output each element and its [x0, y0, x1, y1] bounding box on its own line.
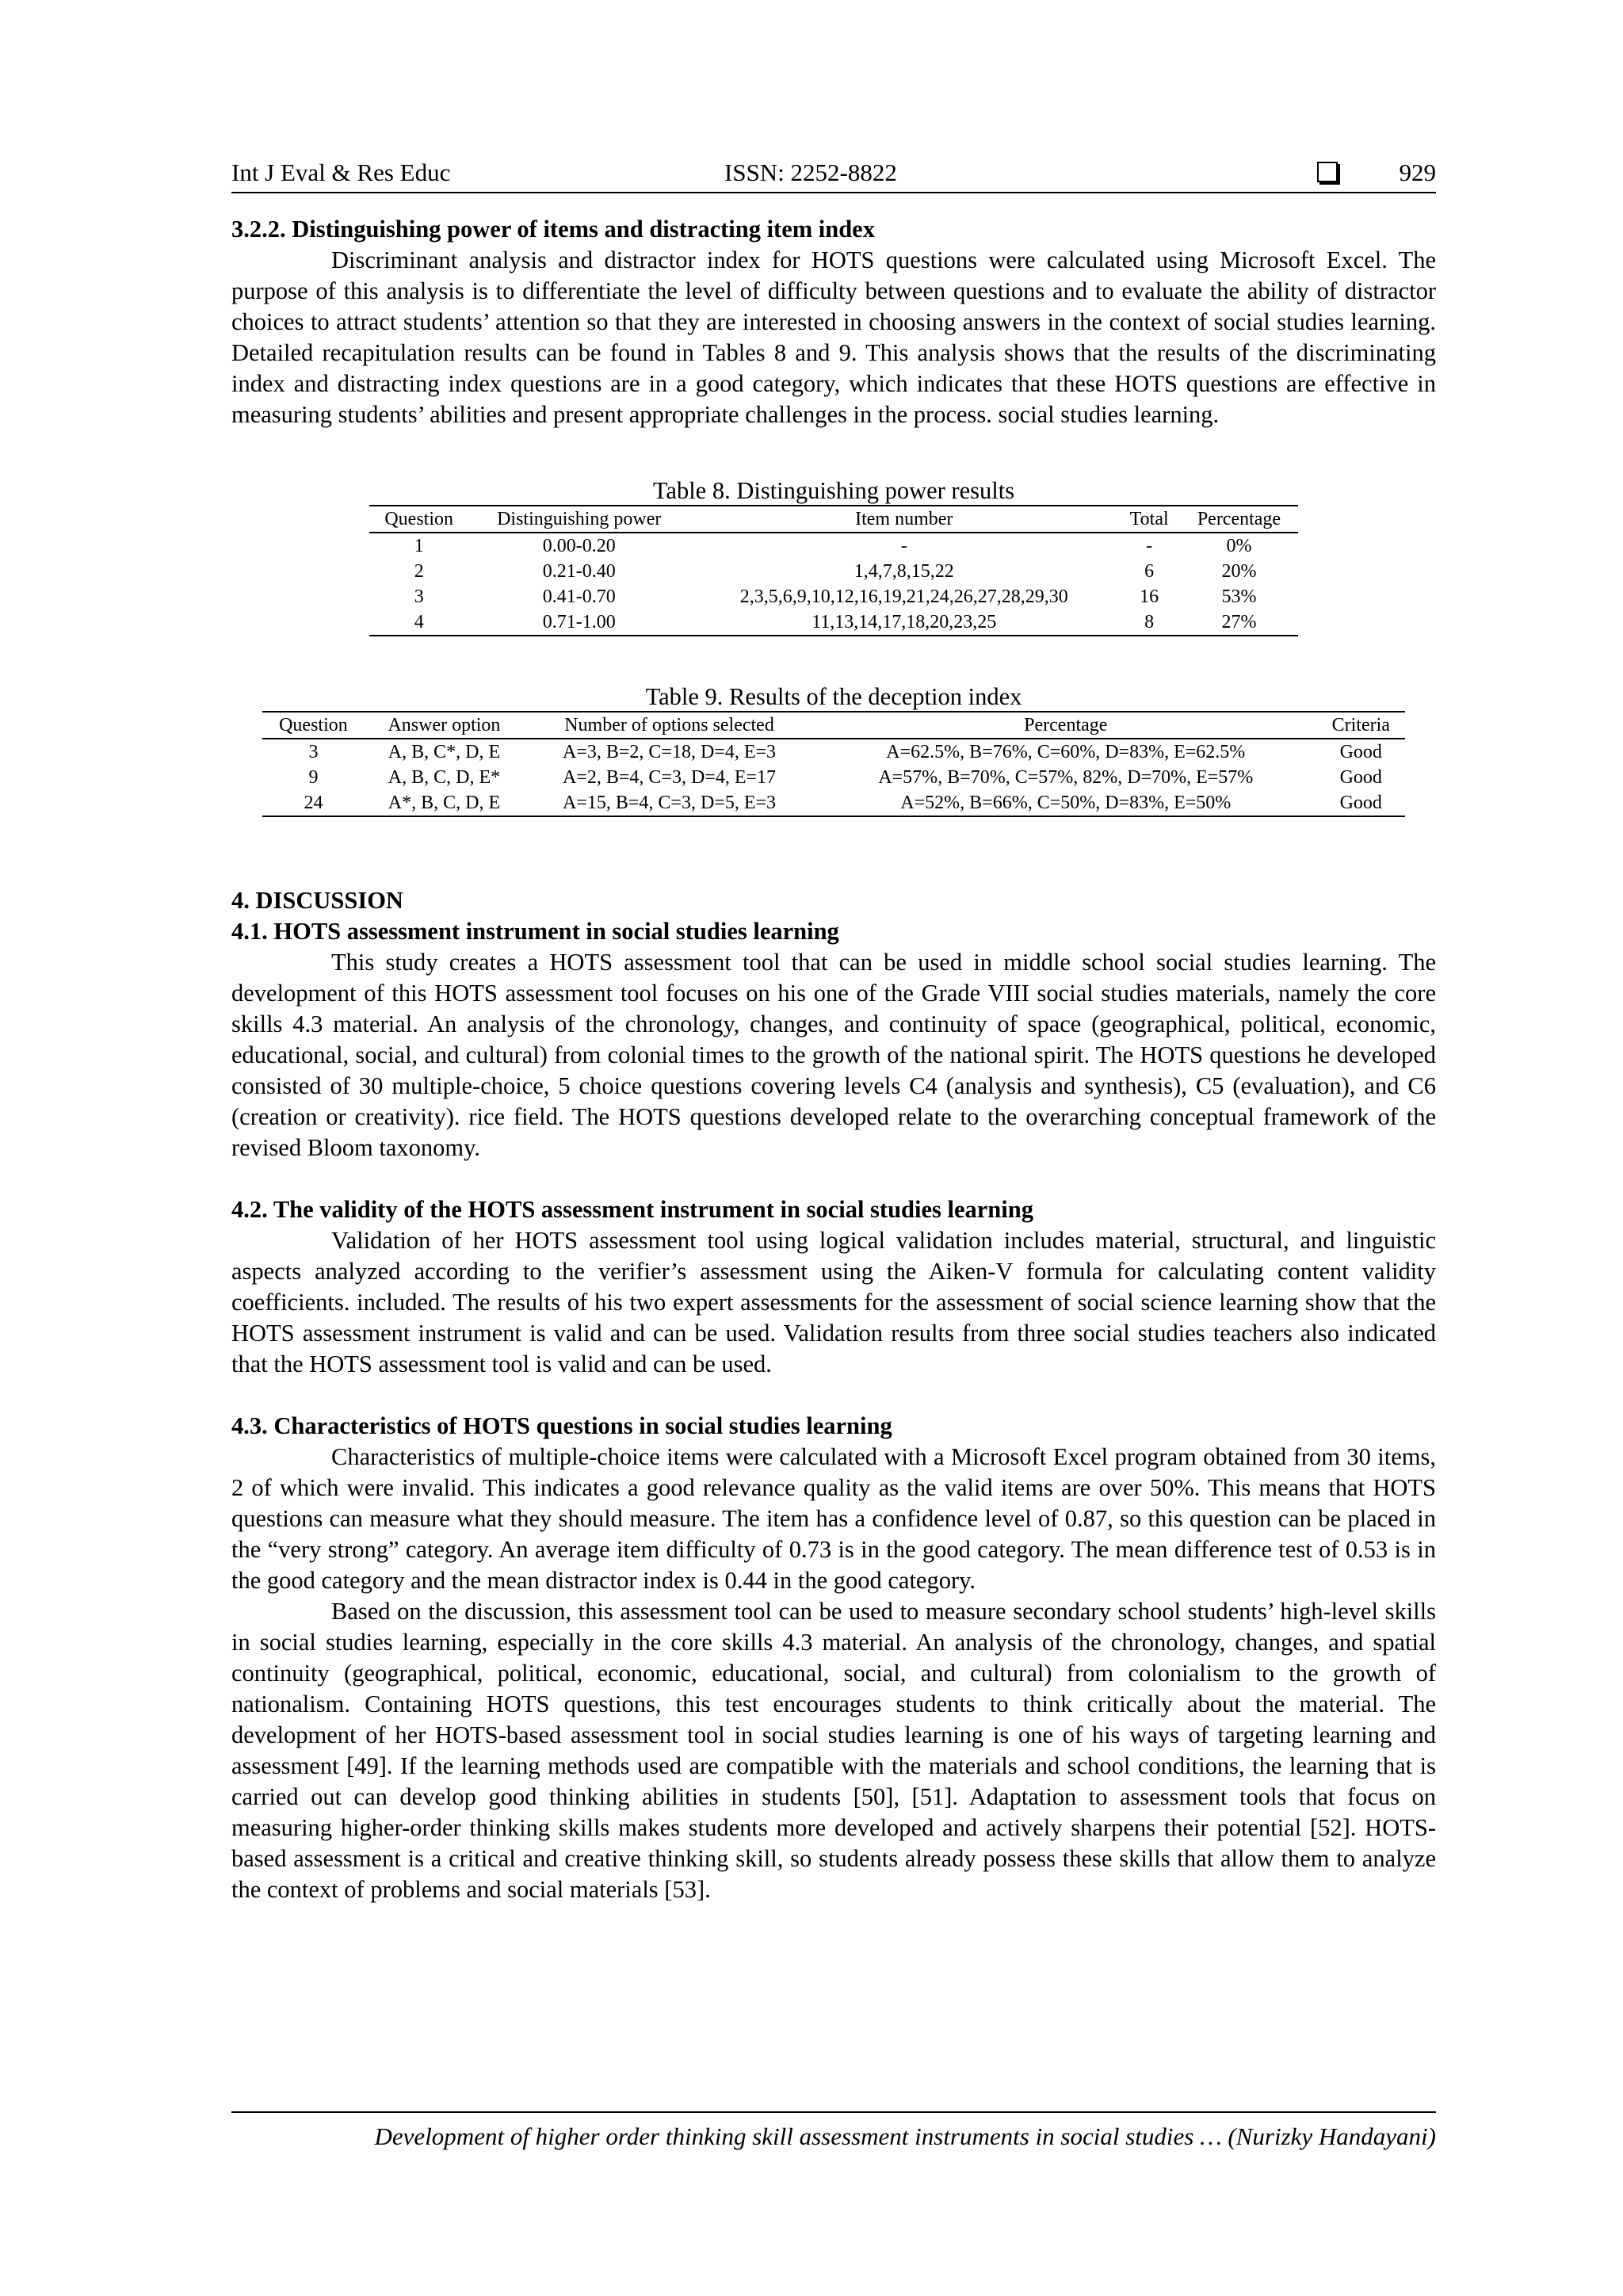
table-cell: 0.00-0.20: [542, 536, 616, 556]
table-cell: 0.71-1.00: [468, 609, 689, 636]
table-cell: -: [1146, 536, 1153, 556]
table-row: [262, 765, 1405, 790]
table-cell: 3: [414, 586, 424, 607]
table-cell: A=3, B=2, C=18, D=4, E=3: [563, 742, 777, 762]
table-8-caption: Table 8. Distinguishing power results: [652, 477, 1015, 504]
checkbox-square-icon: [1317, 162, 1338, 182]
section-41-heading: 4.1. HOTS assessment instrument in social studies learning: [231, 918, 839, 945]
table-row: [369, 584, 1298, 609]
table-cell: A=57%, B=70%, C=57%, 82%, D=70%, E=57%: [878, 767, 1254, 788]
table-cell: 6: [1144, 561, 1155, 582]
table-cell: Good: [1339, 767, 1382, 788]
table-9-header: Answer option: [365, 712, 524, 739]
journal-name: Int J Eval & Res Educ: [231, 159, 451, 186]
table-cell: A, B, C*, D, E: [388, 742, 501, 762]
table-9-caption: Table 9. Results of the deception index: [645, 683, 1022, 710]
section-43-paragraph-1: Characteristics of multiple-choice items were calculated with a Microsoft Excel program obtained from 30 items, 2 of which were invalid. This indicates a good relevance quality as the valid items are over 50%. This means that HOTS questions can measure what they should measure. The item has a confidence level of 0.87, so this question can be placed in the “very strong” category. An average item difficulty of 0.73 is in the good category. The mean difference test of 0.53 is in the good category and the mean distractor index is 0.44 in the good category.: [231, 1443, 1436, 1594]
table-cell: 24: [262, 790, 365, 816]
table-row: [262, 790, 1405, 816]
table-cell: Good: [1339, 742, 1382, 762]
section-322-heading: 3.2.2. Distinguishing power of items and distracting item index: [231, 216, 875, 243]
table-cell: Good: [1317, 790, 1405, 816]
running-header: [231, 155, 1436, 193]
section-42-paragraph: Validation of her HOTS assessment tool using logical validation includes material, structural, and linguistic aspects analyzed according to the verifier’s assessment using the Aiken-V formula for calculating content validity coefficients. included. The results of his two expert assessments for the assessment of social science learning show that the HOTS assessment instrument is valid and can be used. Validation results from three social studies teachers also indicated that the HOTS assessment tool is valid and can be used.: [231, 1227, 1436, 1377]
section-41-paragraph: This study creates a HOTS assessment tool that can be used in middle school social studies learning. The development of this HOTS assessment tool focuses on his one of the Grade VIII social studies materials, namely the core skills 4.3 material. An analysis of the chronology, changes, and continuity of space (geographical, political, economic, educational, social, and cultural) from colonial times to the growth of the national spirit. The HOTS questions he developed consisted of 30 multiple-choice, 5 choice questions covering levels C4 (analysis and synthesis), C5 (evaluation), and C6 (creation or creativity). rice field. The HOTS questions developed relate to the overarching conceptual framework of the revised Bloom taxonomy.: [231, 949, 1436, 1161]
table-cell: 11,13,14,17,18,20,23,25: [689, 609, 1118, 636]
table-cell: A=62.5%, B=76%, C=60%, D=83%, E=62.5%: [886, 742, 1246, 762]
table-8-header: Distinguishing power: [468, 506, 689, 533]
table-9-header: Question: [262, 712, 365, 739]
table-row: [262, 739, 1405, 765]
table-8-grid: [369, 505, 1298, 636]
table-cell: 3: [308, 742, 319, 762]
running-footer: Development of higher order thinking skill assessment instruments in social studies … (Nurizky Handayani): [231, 2111, 1436, 2151]
table-8-header: Percentage: [1180, 506, 1298, 533]
section-43-paragraph-2: Based on the discussion, this assessment tool can be used to measure secondary school students’ high-level skills in social studies learning, especially in the core skills 4.3 material. An analysis of the chronology, changes, and spatial continuity (geographical, political, economic, educational, social, and cultural) from colonialism to the growth of nationalism. Containing HOTS questions, this test encourages students to think critically about the material. The development of her HOTS-based assessment tool in social studies learning is one of his ways of targeting learning and assessment [49]. If the learning methods used are compatible with the materials and school conditions, the learning that is carried out can develop good thinking abilities in students [50], [51]. Adaptation to assessment tools that focus on measuring higher-order thinking skills makes students more developed and actively sharpens their potential [52]. HOTS-based assessment is a critical and creative thinking skill, so students already possess these skills that allow them to analyze the context of problems and social materials [53].: [231, 1598, 1436, 1903]
table-cell: 1,4,7,8,15,22: [854, 561, 954, 582]
table-9: [231, 682, 1436, 817]
page-number: 929: [1399, 159, 1436, 186]
table-cell: A=52%, B=66%, C=50%, D=83%, E=50%: [815, 790, 1316, 816]
table-9-header: Percentage: [815, 712, 1316, 739]
table-cell: 53%: [1221, 586, 1257, 607]
table-8-header: Question: [369, 506, 468, 533]
table-cell: A*, B, C, D, E: [365, 790, 524, 816]
table-cell: A=15, B=4, C=3, D=5, E=3: [524, 790, 815, 816]
table-row: [369, 559, 1298, 584]
table-cell: -: [900, 536, 907, 556]
discussion-heading: 4. DISCUSSION: [231, 887, 403, 914]
table-8-header: Total: [1118, 506, 1179, 533]
table-cell: 4: [369, 609, 468, 636]
table-cell: 20%: [1221, 561, 1257, 582]
table-row: [369, 609, 1298, 636]
section-43-heading: 4.3. Characteristics of HOTS questions in social studies learning: [231, 1412, 892, 1439]
page-body: [231, 214, 1436, 1905]
table-cell: 2: [414, 561, 424, 582]
section-42-heading: 4.2. The validity of the HOTS assessment instrument in social studies learning: [231, 1196, 1033, 1223]
issn: ISSN: 2252-8822: [724, 159, 897, 186]
table-cell: 16: [1140, 586, 1159, 607]
table-cell: 1: [414, 536, 424, 556]
table-8-header: Item number: [689, 506, 1118, 533]
table-cell: A, B, C, D, E*: [388, 767, 501, 788]
table-cell: A=2, B=4, C=3, D=4, E=17: [563, 767, 777, 788]
table-cell: 0.41-0.70: [542, 586, 616, 607]
table-8: [231, 476, 1436, 636]
table-9-header: Criteria: [1317, 712, 1405, 739]
table-cell: 2,3,5,6,9,10,12,16,19,21,24,26,27,28,29,30: [739, 586, 1068, 607]
table-9-grid: [262, 711, 1405, 817]
table-cell: 9: [308, 767, 319, 788]
table-9-header: Number of options selected: [524, 712, 815, 739]
table-cell: 0.21-0.40: [542, 561, 616, 582]
table-cell: 8: [1118, 609, 1179, 636]
table-cell: 27%: [1180, 609, 1298, 636]
section-322-paragraph: Discriminant analysis and distractor index for HOTS questions were calculated using Microsoft Excel. The purpose of this analysis is to differentiate the level of difficulty between questions and to evaluate the ability of distractor choices to attract students’ attention so that they are interested in choosing answers in the context of social studies learning. Detailed recapitulation results can be found in Tables 8 and 9. This analysis shows that the results of the discriminating index and distracting index questions are in a good category, which indicates that these HOTS questions are effective in measuring students’ abilities and present appropriate challenges in the process. social studies learning.: [231, 246, 1436, 428]
table-cell: 0%: [1226, 536, 1252, 556]
table-row: [369, 533, 1298, 559]
